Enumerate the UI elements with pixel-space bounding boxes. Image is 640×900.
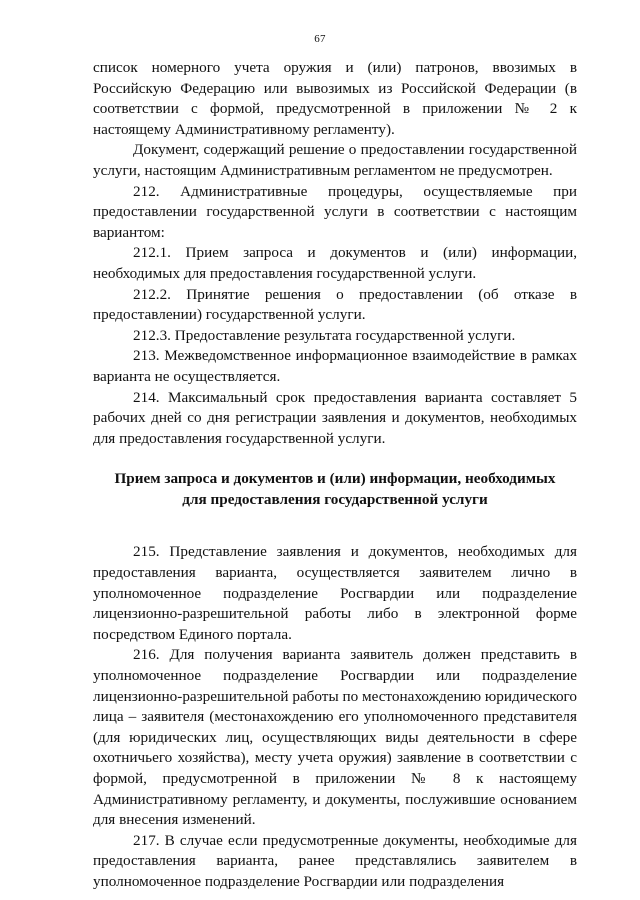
- document-body: [93, 58, 577, 893]
- paragraph-continuation: список номерного учета оружия и (или) патронов, ввозимых в Российскую Федерацию или вывозимых из Российской Федерации (в соответствии с формой, предусмотренной в приложении № 2 к настоящему Административному регламенту).: [93, 59, 577, 138]
- paragraph-213: 213. Межведомственное информационное взаимодействие в рамках варианта не осуществляется.: [93, 347, 577, 385]
- section-heading: [93, 469, 577, 510]
- paragraph-212: 212. Административные процедуры, осуществляемые при предоставлении государственной услуги в соответствии с настоящим вариантом:: [93, 182, 577, 241]
- paragraph-212-1: 212.1. Прием запроса и документов и (или) информации, необходимых для предоставления государственной услуги.: [93, 244, 577, 282]
- paragraph-216: 216. Для получения варианта заявитель должен представить в уполномоченное подразделение Росгвардии или подразделение лицензионно-разрешительной работы по местонахождению юридического лица – заявителя (местонахождению его уполномоченного представителя (для юридических лиц, осуществляющих виды деятельности в сфере охотничьего хозяйства), месту учета оружия) заявление в соответствии с формой, предусмотренной в приложении № 8 к настоящему Административному регламенту, и документы, послужившие основанием для внесения изменений.: [93, 646, 577, 829]
- section-heading-line-2: для предоставления государственной услуги: [182, 490, 488, 508]
- paragraph-decision-document: Документ, содержащий решение о предоставлении государственной услуги, настоящим Административным регламентом не предусмотрен.: [93, 141, 577, 179]
- page-number: 67: [314, 33, 326, 45]
- paragraph-212-2: 212.2. Принятие решения о предоставлении (об отказе в предоставлении) государственной услуги.: [93, 285, 577, 324]
- paragraph-212-3: 212.3. Предоставление результата государственной услуги.: [133, 326, 516, 344]
- section-heading-line-1: Прием запроса и документов и (или) информации, необходимых: [114, 470, 556, 488]
- paragraph-217: 217. В случае если предусмотренные документы, необходимые для предоставления варианта, ранее представлялись заявителем в уполномоченное подразделение Росгвардии или подразделения: [93, 831, 577, 890]
- paragraph-215: 215. Представление заявления и документов, необходимых для предоставления варианта, осуществляется заявителем лично в уполномоченное подразделение Росгвардии или подразделение лицензионно-разрешительной работы либо в электронной форме посредством Единого портала.: [93, 543, 577, 643]
- paragraph-214: 214. Максимальный срок предоставления варианта составляет 5 рабочих дней со дня регистрации заявления и документов, необходимых для предоставления государственной услуги.: [93, 388, 577, 447]
